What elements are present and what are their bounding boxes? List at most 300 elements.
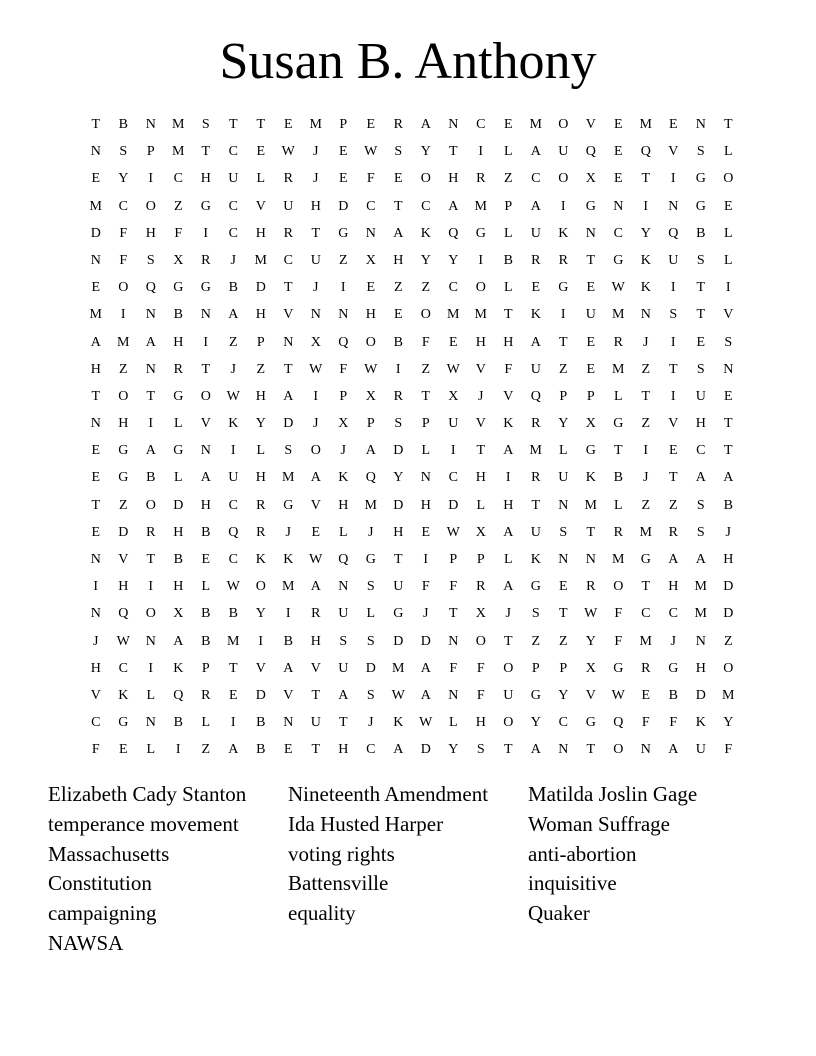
word-bank-item: voting rights: [288, 841, 395, 866]
grid-letter: R: [476, 171, 486, 187]
grid-letter: P: [504, 198, 513, 214]
grid-letter: O: [145, 606, 156, 622]
grid-letter: Z: [723, 633, 733, 649]
grid-letter: X: [448, 388, 459, 404]
grid-letter: U: [558, 144, 569, 160]
grid-letter: T: [311, 742, 321, 758]
grid-letter: B: [201, 633, 211, 649]
grid-letter: B: [723, 497, 733, 513]
grid-letter: B: [173, 552, 183, 567]
grid-letter: U: [448, 416, 459, 432]
grid-letter: H: [475, 470, 486, 486]
grid-letter: Z: [531, 633, 541, 649]
grid-letter: X: [365, 252, 376, 268]
grid-letter: N: [283, 334, 294, 350]
grid-letter: N: [723, 361, 734, 377]
grid-letter: B: [696, 225, 706, 241]
grid-letter: P: [476, 552, 485, 567]
grid-letter: Q: [668, 225, 679, 241]
grid-letter: U: [503, 687, 514, 703]
grid-letter: R: [641, 660, 651, 676]
grid-letter: H: [173, 334, 184, 350]
grid-letter: L: [173, 416, 183, 432]
grid-letter: A: [420, 660, 431, 676]
grid-letter: R: [586, 579, 596, 595]
grid-letter: O: [503, 660, 514, 676]
grid-letter: T: [393, 552, 403, 567]
grid-letter: N: [448, 117, 459, 132]
grid-letter: M: [612, 307, 625, 323]
grid-letter: A: [228, 742, 239, 758]
grid-letter: G: [640, 552, 651, 567]
grid-letter: E: [613, 144, 623, 160]
grid-letter: E: [311, 524, 321, 540]
grid-letter: C: [173, 171, 183, 187]
grid-letter: I: [560, 198, 566, 214]
grid-letter: E: [256, 144, 266, 160]
grid-letter: N: [365, 225, 376, 241]
grid-letter: Z: [421, 361, 431, 377]
grid-letter: N: [200, 307, 211, 323]
grid-letter: N: [585, 225, 596, 241]
grid-letter: Y: [723, 715, 734, 731]
grid-letter: J: [643, 334, 649, 350]
grid-letter: X: [475, 606, 486, 622]
grid-letter: E: [366, 117, 376, 132]
grid-letter: A: [365, 443, 376, 459]
grid-letter: U: [283, 198, 294, 214]
grid-letter: A: [393, 742, 404, 758]
grid-letter: R: [256, 524, 266, 540]
grid-letter: S: [724, 334, 733, 350]
grid-letter: Y: [585, 633, 596, 649]
grid-letter: A: [420, 687, 431, 703]
grid-row: [82, 410, 742, 437]
grid-letter: Z: [668, 497, 678, 513]
grid-letter: R: [393, 117, 403, 132]
grid-letter: A: [393, 225, 404, 241]
grid-letter: I: [230, 443, 236, 459]
grid-letter: V: [668, 144, 679, 160]
grid-letter: V: [503, 388, 514, 404]
grid-letter: N: [90, 552, 101, 567]
grid-letter: X: [173, 252, 184, 268]
grid-letter: H: [393, 524, 404, 540]
grid-letter: I: [203, 334, 209, 350]
grid-letter: G: [530, 687, 541, 703]
grid-letter: U: [338, 606, 349, 622]
grid-letter: H: [90, 361, 101, 377]
grid-letter: Z: [558, 361, 568, 377]
grid-letter: K: [558, 225, 569, 241]
grid-letter: O: [558, 117, 569, 132]
grid-letter: N: [145, 307, 156, 323]
grid-letter: N: [558, 552, 569, 567]
grid-letter: E: [613, 171, 623, 187]
grid-letter: O: [503, 715, 514, 731]
grid-letter: N: [200, 443, 211, 459]
grid-letter: V: [668, 416, 679, 432]
grid-letter: M: [722, 687, 735, 703]
grid-letter: A: [145, 443, 156, 459]
grid-letter: E: [283, 117, 293, 132]
grid-letter: B: [256, 742, 266, 758]
grid-letter: O: [558, 171, 569, 187]
grid-letter: W: [446, 361, 460, 377]
grid-letter: B: [256, 715, 266, 731]
grid-letter: C: [228, 225, 238, 241]
grid-letter: N: [558, 497, 569, 513]
grid-letter: G: [118, 443, 129, 459]
grid-row: [82, 383, 742, 410]
grid-letter: S: [284, 443, 293, 459]
grid-letter: F: [504, 361, 513, 377]
grid-letter: E: [696, 334, 706, 350]
grid-letter: T: [256, 117, 266, 132]
grid-letter: Q: [640, 144, 651, 160]
grid-letter: Q: [530, 388, 541, 404]
grid-letter: S: [696, 497, 705, 513]
grid-letter: A: [283, 660, 294, 676]
grid-letter: G: [585, 715, 596, 731]
grid-letter: T: [228, 117, 238, 132]
grid-letter: O: [255, 579, 266, 595]
grid-letter: V: [475, 361, 486, 377]
grid-letter: V: [723, 307, 734, 323]
grid-letter: M: [447, 307, 460, 323]
grid-letter: Q: [338, 334, 349, 350]
grid-letter: T: [558, 334, 568, 350]
grid-letter: M: [639, 117, 652, 132]
grid-letter: Z: [256, 361, 266, 377]
grid-letter: T: [338, 715, 348, 731]
grid-letter: M: [639, 633, 652, 649]
grid-letter: T: [641, 388, 651, 404]
grid-letter: E: [338, 171, 348, 187]
page-title: Susan B. Anthony: [219, 33, 597, 90]
grid-letter: E: [366, 280, 376, 296]
grid-letter: E: [586, 334, 596, 350]
grid-letter: L: [256, 171, 266, 187]
grid-letter: L: [201, 579, 211, 595]
grid-letter: J: [670, 633, 676, 649]
grid-row: [82, 329, 742, 356]
grid-letter: A: [668, 552, 679, 567]
grid-letter: A: [530, 334, 541, 350]
grid-letter: D: [723, 606, 734, 622]
grid-letter: P: [339, 117, 348, 132]
grid-letter: O: [118, 388, 129, 404]
grid-letter: D: [255, 687, 266, 703]
grid-letter: Z: [641, 416, 651, 432]
grid-letter: N: [90, 416, 101, 432]
grid-letter: M: [529, 443, 542, 459]
grid-letter: L: [448, 715, 458, 731]
grid-letter: M: [89, 307, 102, 323]
grid-letter: L: [613, 497, 623, 513]
grid-letter: J: [643, 470, 649, 486]
grid-letter: T: [503, 742, 513, 758]
grid-letter: E: [91, 443, 101, 459]
grid-letter: K: [283, 552, 294, 567]
grid-letter: F: [449, 660, 458, 676]
grid-letter: H: [173, 524, 184, 540]
grid-row: [82, 492, 742, 519]
grid-letter: K: [530, 307, 541, 323]
grid-letter: F: [91, 742, 100, 758]
grid-letter: K: [118, 687, 129, 703]
grid-letter: A: [420, 117, 431, 132]
grid-letter: T: [668, 470, 678, 486]
grid-letter: P: [146, 144, 155, 160]
grid-letter: I: [120, 307, 126, 323]
grid-letter: U: [695, 388, 706, 404]
grid-letter: E: [641, 687, 651, 703]
grid-letter: G: [200, 198, 211, 214]
grid-letter: J: [313, 416, 319, 432]
grid-letter: Y: [448, 742, 459, 758]
grid-letter: Z: [118, 361, 128, 377]
grid-letter: B: [146, 470, 156, 486]
grid-letter: I: [340, 280, 346, 296]
grid-letter: Z: [421, 280, 431, 296]
grid-letter: H: [200, 171, 211, 187]
grid-letter: N: [585, 552, 596, 567]
grid-letter: Q: [118, 606, 129, 622]
grid-letter: L: [723, 225, 733, 241]
grid-letter: B: [228, 280, 238, 296]
grid-letter: D: [393, 497, 404, 513]
grid-letter: G: [475, 225, 486, 241]
grid-letter: R: [476, 579, 486, 595]
grid-letter: J: [340, 443, 346, 459]
grid-letter: A: [695, 470, 706, 486]
grid-letter: V: [475, 416, 486, 432]
grid-letter: I: [423, 552, 429, 567]
grid-letter: U: [695, 742, 706, 758]
grid-letter: Q: [365, 470, 376, 486]
grid-letter: N: [145, 633, 156, 649]
grid-letter: F: [724, 742, 733, 758]
grid-letter: L: [338, 524, 348, 540]
grid-letter: F: [614, 633, 623, 649]
grid-row: [82, 736, 742, 763]
grid-letter: I: [93, 579, 99, 595]
grid-letter: H: [200, 497, 211, 513]
word-bank-item: Nineteenth Amendment: [288, 782, 489, 806]
grid-letter: T: [476, 443, 486, 459]
grid-letter: F: [476, 687, 485, 703]
grid-letter: E: [91, 280, 101, 296]
grid-letter: T: [201, 144, 211, 160]
grid-letter: Y: [530, 715, 541, 731]
grid-letter: U: [530, 361, 541, 377]
grid-letter: C: [228, 198, 238, 214]
grid-letter: X: [585, 416, 596, 432]
grid-row: [82, 138, 742, 165]
grid-letter: I: [313, 388, 319, 404]
grid-letter: O: [475, 280, 486, 296]
grid-letter: W: [446, 524, 460, 540]
grid-letter: Y: [255, 416, 266, 432]
grid-letter: S: [696, 252, 705, 268]
grid-letter: B: [668, 687, 678, 703]
grid-letter: F: [449, 579, 458, 595]
grid-letter: A: [173, 633, 184, 649]
grid-letter: R: [201, 252, 211, 268]
grid-letter: I: [203, 225, 209, 241]
grid-letter: J: [230, 361, 236, 377]
grid-letter: S: [366, 579, 375, 595]
grid-letter: H: [338, 742, 349, 758]
grid-letter: G: [283, 497, 294, 513]
grid-letter: I: [148, 660, 154, 676]
grid-letter: T: [503, 307, 513, 323]
grid-letter: A: [503, 579, 514, 595]
grid-row: [82, 437, 742, 464]
grid-letter: K: [255, 552, 266, 567]
grid-letter: Q: [585, 144, 596, 160]
word-bank-item: Matilda Joslin Gage: [528, 782, 698, 806]
grid-letter: G: [695, 198, 706, 214]
grid-letter: U: [228, 171, 239, 187]
grid-letter: M: [227, 633, 240, 649]
grid-letter: C: [696, 443, 706, 459]
grid-letter: G: [585, 443, 596, 459]
word-bank-item: NAWSA: [48, 930, 124, 955]
grid-letter: E: [421, 524, 431, 540]
grid-letter: X: [365, 388, 376, 404]
grid-letter: P: [559, 388, 568, 404]
grid-letter: T: [146, 388, 156, 404]
grid-letter: A: [530, 742, 541, 758]
grid-letter: V: [118, 552, 129, 567]
grid-letter: U: [530, 524, 541, 540]
grid-letter: Y: [255, 606, 266, 622]
grid-letter: B: [503, 252, 513, 268]
grid-letter: T: [641, 171, 651, 187]
grid-letter: N: [640, 742, 651, 758]
grid-letter: C: [448, 280, 458, 296]
grid-letter: U: [338, 660, 349, 676]
grid-letter: T: [531, 497, 541, 513]
grid-letter: L: [421, 443, 431, 459]
grid-letter: H: [145, 225, 156, 241]
grid-letter: H: [393, 252, 404, 268]
grid-letter: E: [393, 171, 403, 187]
grid-letter: I: [148, 416, 154, 432]
grid-letter: C: [448, 470, 458, 486]
grid-letter: T: [91, 388, 101, 404]
grid-letter: A: [90, 334, 101, 350]
grid-letter: P: [586, 388, 595, 404]
grid-letter: Z: [338, 252, 348, 268]
grid-letter: I: [285, 606, 291, 622]
grid-letter: M: [474, 198, 487, 214]
grid-letter: Q: [173, 687, 184, 703]
grid-letter: L: [146, 742, 156, 758]
grid-letter: K: [420, 225, 431, 241]
grid-letter: M: [172, 144, 185, 160]
grid-letter: E: [558, 579, 568, 595]
grid-row: [82, 519, 742, 546]
grid-letter: H: [118, 579, 129, 595]
grid-letter: D: [255, 280, 266, 296]
grid-letter: M: [172, 117, 185, 132]
grid-letter: Z: [503, 171, 513, 187]
grid-letter: I: [643, 443, 649, 459]
grid-letter: I: [560, 307, 566, 323]
grid-row: [82, 274, 742, 301]
grid-letter: R: [668, 524, 678, 540]
grid-letter: O: [723, 660, 734, 676]
grid-letter: R: [393, 388, 403, 404]
grid-letter: C: [118, 660, 128, 676]
grid-letter: P: [366, 416, 375, 432]
grid-letter: Z: [641, 497, 651, 513]
grid-letter: B: [173, 307, 183, 323]
grid-row: [82, 546, 742, 573]
grid-letter: T: [586, 742, 596, 758]
grid-letter: N: [695, 117, 706, 132]
grid-letter: I: [148, 579, 154, 595]
grid-letter: N: [310, 307, 321, 323]
grid-letter: T: [91, 117, 101, 132]
grid-letter: K: [228, 416, 239, 432]
grid-letter: I: [450, 443, 456, 459]
grid-letter: C: [668, 606, 678, 622]
grid-letter: D: [420, 633, 431, 649]
grid-letter: R: [531, 416, 541, 432]
grid-letter: R: [201, 687, 211, 703]
grid-letter: O: [723, 171, 734, 187]
grid-letter: G: [338, 225, 349, 241]
grid-letter: K: [338, 470, 349, 486]
grid-letter: U: [310, 715, 321, 731]
grid-letter: E: [393, 307, 403, 323]
grid-letter: F: [339, 361, 348, 377]
grid-letter: F: [476, 660, 485, 676]
grid-letter: W: [611, 280, 625, 296]
word-bank-item: Elizabeth Cady Stanton: [48, 782, 247, 806]
grid-letter: C: [228, 497, 238, 513]
grid-letter: C: [366, 198, 376, 214]
grid-letter: V: [283, 307, 294, 323]
grid-letter: B: [173, 715, 183, 731]
grid-row: [82, 220, 742, 247]
grid-letter: W: [611, 687, 625, 703]
grid-letter: W: [309, 361, 323, 377]
grid-letter: F: [641, 715, 650, 731]
grid-letter: B: [201, 606, 211, 622]
grid-letter: H: [695, 416, 706, 432]
grid-letter: M: [89, 198, 102, 214]
grid-letter: W: [584, 606, 598, 622]
grid-letter: W: [419, 715, 433, 731]
grid-letter: A: [338, 687, 349, 703]
grid-letter: S: [119, 144, 128, 160]
grid-letter: G: [173, 388, 184, 404]
grid-letter: B: [228, 606, 238, 622]
grid-letter: I: [395, 361, 401, 377]
grid-letter: E: [91, 524, 101, 540]
grid-letter: Y: [448, 252, 459, 268]
grid-letter: K: [503, 416, 514, 432]
grid-letter: O: [145, 198, 156, 214]
grid-letter: O: [145, 497, 156, 513]
grid-letter: D: [173, 497, 184, 513]
grid-letter: V: [283, 687, 294, 703]
